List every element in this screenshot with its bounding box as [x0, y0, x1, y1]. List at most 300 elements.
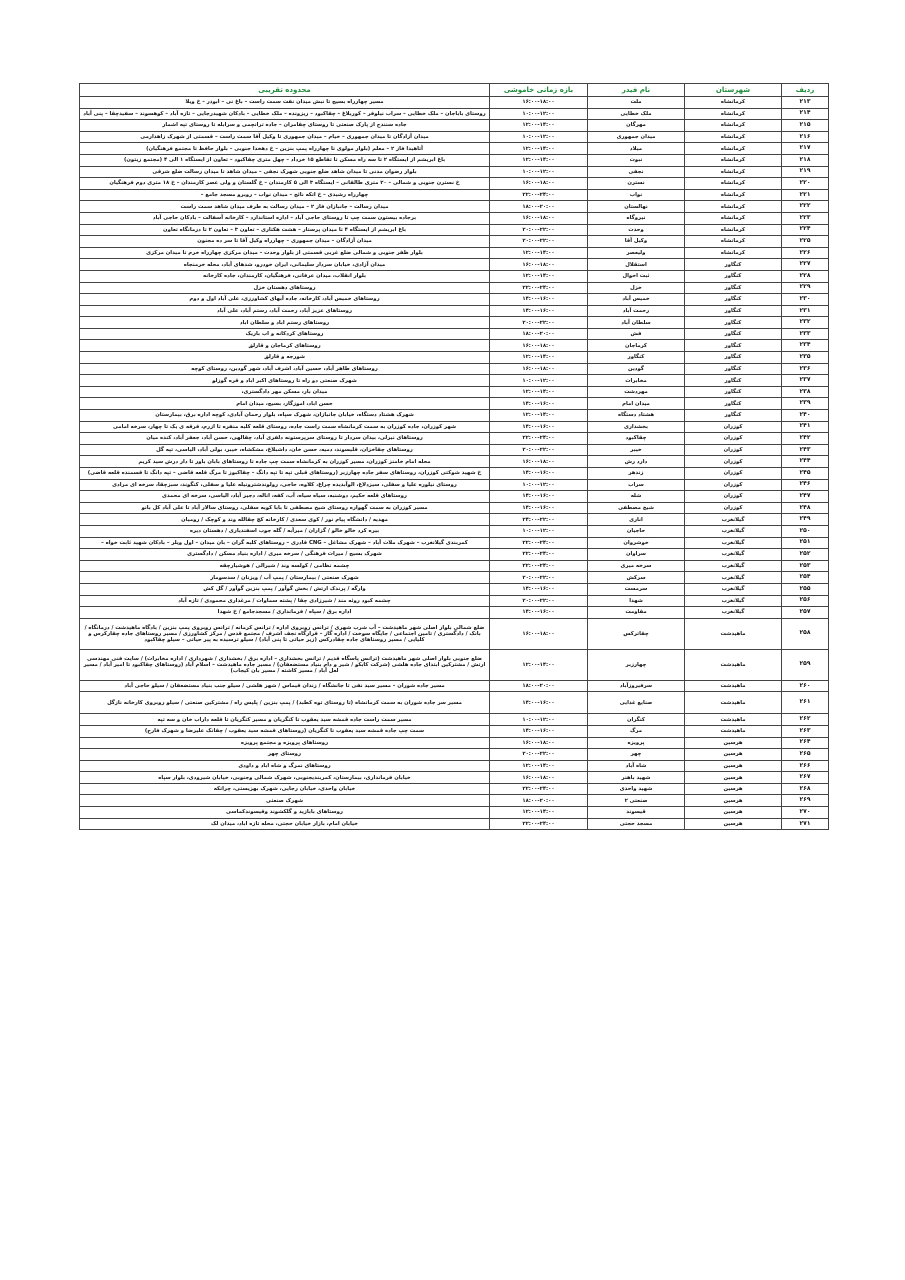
feeder-cell: نیروگاه — [588, 212, 685, 224]
row-number-cell: ۲۳۵ — [782, 352, 829, 364]
header-outage-window: بازه زمانی خاموشی — [490, 84, 588, 97]
row-number-cell: ۲۱۹ — [782, 166, 829, 178]
county-cell: گیلانغرب — [685, 595, 782, 607]
row-number-cell: ۲۴۲ — [782, 433, 829, 445]
area-cell: روستاهای نیرلی، بیدان سردار تا روستای سرپرستونه دلفری آباد، چقالهی، حسن آباد، جعفر آباد، کنده میان — [80, 433, 490, 445]
outage-window-cell: ۱۰:۰۰-۱۲:۰۰ — [490, 479, 588, 491]
feeder-cell: نجفی — [588, 166, 685, 178]
feeder-cell: چهر — [588, 749, 685, 761]
county-cell: ماهیدشت — [685, 692, 782, 714]
table-row — [80, 456, 829, 468]
row-number-cell: ۲۱۷ — [782, 143, 829, 155]
row-number-cell: ۲۶۳ — [782, 725, 829, 737]
table-row — [80, 363, 829, 375]
outage-window-cell: ۱۰:۰۰-۱۲:۰۰ — [490, 108, 588, 120]
feeder-cell: فش — [588, 328, 685, 340]
outage-window-cell: ۱۴:۰۰-۱۶:۰۰ — [490, 583, 588, 595]
row-number-cell: ۲۵۶ — [782, 595, 829, 607]
outage-window-cell: ۱۴:۰۰-۱۶:۰۰ — [490, 398, 588, 410]
area-cell: روستاهای خمیس آباد، کارخانه، جاده آبهای کشاورزی، علی آباد اول و دوم — [80, 294, 490, 306]
table-row — [80, 259, 829, 271]
outage-window-cell: ۱۶:۰۰-۱۸:۰۰ — [490, 737, 588, 749]
row-number-cell: ۲۶۸ — [782, 783, 829, 795]
table-row — [80, 807, 829, 819]
outage-window-cell: ۱۰:۰۰-۱۲:۰۰ — [490, 525, 588, 537]
outage-window-cell: ۱۶:۰۰-۱۸:۰۰ — [490, 178, 588, 190]
feeder-cell: سرکش — [588, 572, 685, 584]
area-cell: مسیر جاده شوران – مسیر سید نفی تا جانشگاه / زندان قیماس / شهر هلشی / سیلو جنب بنیاد مستضعفان / سیلو حاجی آباد — [80, 680, 490, 692]
county-cell: کرمانشاه — [685, 120, 782, 132]
table-row — [80, 479, 829, 491]
county-cell: کنگاور — [685, 328, 782, 340]
area-cell: خ شهید شوکتی کوزران، روستاهای سفر جاده چهارزبر (روستاهای قبلی تپه تا تپه دانگ – چقاکبوز تا مرگ قلعه قاضی – تپه دانگ تا قسمنده قلعه قاضی) — [80, 468, 490, 480]
feeder-cell: قیسوند — [588, 807, 685, 819]
county-cell: کنگاور — [685, 259, 782, 271]
area-cell: سمت چپ جاده قمشه سید یعقوب تا کنگریان (روستاهای قمشه سید یعقوب / چقانک علیرضا و شهرک فارج) — [80, 725, 490, 737]
county-cell: کنگاور — [685, 317, 782, 329]
outage-window-cell: ۱۸:۰۰-۲۰:۰۰ — [490, 201, 588, 213]
feeder-cell: چقاترکس — [588, 618, 685, 649]
outage-window-cell: ۱۴:۰۰-۱۶:۰۰ — [490, 305, 588, 317]
table-row — [80, 305, 829, 317]
area-cell: خیابان فرمانداری، بیمارستان، کمربندیجنوبی، شهرک شمالی وجنوبی، خیابان شیرودی، بلوار سپاه — [80, 772, 490, 784]
feeder-cell: میدان جمهوری — [588, 131, 685, 143]
area-cell: میدان آزادگان تا میدان جمهوری – خیام – میدان جمهوری تا وکیل آقا سمت راست – قسمتی از شهرک زاهدارمی — [80, 131, 490, 143]
feeder-cell: ملک خطایی — [588, 108, 685, 120]
table-row — [80, 108, 829, 120]
row-number-cell: ۲۳۸ — [782, 386, 829, 398]
feeder-cell: میلاد — [588, 143, 685, 155]
area-cell: روستاهای کردکانه و اب باریک — [80, 328, 490, 340]
area-cell: ضلع جنوبی بلوار اصلی شهر ماهیدشت (ترانس پاسگاه قدیم / ترانس بخشداری – اداره برق / بخشداری / شهرداری / اداره مخابرات) / سایت فنی مهندسی ارتش / مشترکین ابتدای جاده هلشی (شرکت کابکو / شیر و دام بنیاد مستضعفان) / مسیر جاده ماهیدشت – اسلام آباد (روستاهای چقاکبود تا امیر آباد / مسیر لعل آباد / مسیر کاشته / مسیر بان کیجاب) — [80, 649, 490, 680]
table-row — [80, 398, 829, 410]
table-row — [80, 352, 829, 364]
table-row — [80, 714, 829, 726]
outage-window-cell: ۱۲:۰۰-۱۴:۰۰ — [490, 154, 588, 166]
header-feeder: نام فیدر — [588, 84, 685, 97]
feeder-cell: سراوان — [588, 549, 685, 561]
county-cell: کوزران — [685, 502, 782, 514]
area-cell: روستای چهر — [80, 749, 490, 761]
area-cell: بلوار رضوان مدنی تا میدان شاهد ضلع جنوبی شهرک نجفی – میدان شاهد تا میدان رسالت ضلع شرقی — [80, 166, 490, 178]
row-number-cell: ۲۶۵ — [782, 749, 829, 761]
county-cell: کنگاور — [685, 340, 782, 352]
area-cell: شهرک صنعتی / بیمارستان / پمپ آب / ویزنان / سدسومار — [80, 572, 490, 584]
area-cell: روستای باباجان – ملک خطایی – سراب نیلوفر – کوربلاغ – چقاکبود – ریزونده – ملک خطایی – بادکان شهیدرجایی – تازه آباد – کوهسوند – سفیدچقا – پنی آباد — [80, 108, 490, 120]
table-row — [80, 468, 829, 480]
county-cell: کرمانشاه — [685, 143, 782, 155]
feeder-cell: ثبت احوال — [588, 270, 685, 282]
feeder-cell: کنگاور — [588, 352, 685, 364]
county-cell: گیلانغرب — [685, 537, 782, 549]
area-cell: روستاهای قلعه حکیم، دوشنبه، سیاه سیاه، آب، کفه، اناله، دجیر آباد، الیاسی، سرخه ای محمدی — [80, 491, 490, 503]
outage-window-cell: ۱۸:۰۰-۲۰:۰۰ — [490, 328, 588, 340]
county-cell: هرسین — [685, 749, 782, 761]
county-cell: هرسین — [685, 818, 782, 830]
row-number-cell: ۲۵۹ — [782, 649, 829, 680]
outage-window-cell: ۱۲:۰۰-۱۴:۰۰ — [490, 649, 588, 680]
row-number-cell: ۲۴۶ — [782, 479, 829, 491]
table-row — [80, 818, 829, 830]
table-row — [80, 583, 829, 595]
row-number-cell: ۲۶۶ — [782, 760, 829, 772]
county-cell: گیلانغرب — [685, 525, 782, 537]
county-cell: کنگاور — [685, 386, 782, 398]
row-number-cell: ۲۱۵ — [782, 120, 829, 132]
county-cell: گیلانغرب — [685, 572, 782, 584]
table-row — [80, 572, 829, 584]
feeder-cell: دارد رش — [588, 456, 685, 468]
feeder-cell: میدان امام — [588, 398, 685, 410]
outage-window-cell: ۱۶:۰۰-۱۸:۰۰ — [490, 259, 588, 271]
area-cell: وارگه / پرندک ارتش / بخش گوآور / پمپ بنزین گوآور / گل کش — [80, 583, 490, 595]
feeder-cell: مرگ — [588, 725, 685, 737]
row-number-cell: ۲۴۵ — [782, 468, 829, 480]
feeder-cell: کرماجان — [588, 340, 685, 352]
row-number-cell: ۲۴۴ — [782, 456, 829, 468]
feeder-cell: صنعتی ۲ — [588, 795, 685, 807]
county-cell: کنگاور — [685, 305, 782, 317]
county-cell: کرمانشاه — [685, 224, 782, 236]
table-header-row — [80, 84, 829, 97]
feeder-cell: شهید باهنر — [588, 772, 685, 784]
header-county: شهرستان — [685, 84, 782, 97]
county-cell: ماهیدشت — [685, 714, 782, 726]
county-cell: ماهیدشت — [685, 680, 782, 692]
outage-window-cell: ۱۶:۰۰-۱۸:۰۰ — [490, 340, 588, 352]
header-row-number: ردیف — [782, 84, 829, 97]
county-cell: کنگاور — [685, 398, 782, 410]
area-cell: میدان رسالت – جانبازان فاز ۲ – میدان رسالت به طرف میدان شاهد سمت راست — [80, 201, 490, 213]
outage-window-cell: ۲۲:۰۰-۲۴:۰۰ — [490, 783, 588, 795]
outage-window-cell: ۲۰:۰۰-۲۲:۰۰ — [490, 224, 588, 236]
area-cell: شورجه و قارلق — [80, 352, 490, 364]
outage-window-cell: ۱۰:۰۰-۱۲:۰۰ — [490, 375, 588, 387]
outage-window-cell: ۲۲:۰۰-۲۴:۰۰ — [490, 537, 588, 549]
county-cell: کوزران — [685, 421, 782, 433]
area-cell: مهدیه / دانشگاه پیام نور / کوی سعدی / کارخانه کچ چقالله وند و کوچک / رومیان — [80, 514, 490, 526]
area-cell: روستای نیلوره علیا و سفلی، سیزدلاغ، الوآبدیده چراغ، کلاوه، حاجی، رولوندشترونیله علیا و سفلی، کنگوند، سبزچقا، سرخه ای مرادی — [80, 479, 490, 491]
county-cell: کرمانشاه — [685, 154, 782, 166]
row-number-cell: ۲۶۰ — [782, 680, 829, 692]
row-number-cell: ۲۲۸ — [782, 270, 829, 282]
table-row — [80, 737, 829, 749]
table-row — [80, 421, 829, 433]
row-number-cell: ۲۴۸ — [782, 502, 829, 514]
area-cell: شهرک صنعتی — [80, 795, 490, 807]
outage-window-cell: ۱۶:۰۰-۱۸:۰۰ — [490, 97, 588, 109]
area-cell: آتاهیدا فاز ۲ – معلم (بلوار مولوی تا چهارراه پمپ بنزین – خ دهخدا جنوبی – بلوار حافظ تا مجتمع فرهنگیان) — [80, 143, 490, 155]
outage-window-cell: ۲۲:۰۰-۲۴:۰۰ — [490, 549, 588, 561]
area-cell: مسیر سمت راست جاده قمشه سید یعقوب تا کنگریان و مسیر کنگریان تا قلعه داراب خان و سه تپه — [80, 714, 490, 726]
feeder-cell: خزل — [588, 282, 685, 294]
row-number-cell: ۲۲۶ — [782, 247, 829, 259]
area-cell: مسیر کوزران به سمت گهواره روستای شیخ مصطفی تا بابا کوبه سفلی، روستای سالار آباد تا علی آباد کل بانو — [80, 502, 490, 514]
county-cell: کرمانشاه — [685, 166, 782, 178]
county-cell: گیلانغرب — [685, 583, 782, 595]
table-row — [80, 340, 829, 352]
table-row — [80, 783, 829, 795]
row-number-cell: ۲۵۸ — [782, 618, 829, 649]
outage-window-cell: ۱۲:۰۰-۱۴:۰۰ — [490, 386, 588, 398]
outage-window-cell: ۱۲:۰۰-۱۴:۰۰ — [490, 352, 588, 364]
feeder-cell: شاه آباد — [588, 760, 685, 772]
table-row — [80, 236, 829, 248]
outage-window-cell: ۱۴:۰۰-۱۶:۰۰ — [490, 607, 588, 619]
area-cell: برجاده بیستون سمت چپ تا روستای حاجی آباد – اداره استاندارد – کارخانه آسفالت – بادکان حاجی آباد — [80, 212, 490, 224]
row-number-cell: ۲۳۷ — [782, 375, 829, 387]
feeder-cell: رحمت آباد — [588, 305, 685, 317]
table-row — [80, 795, 829, 807]
feeder-cell: شیخ مصطفی — [588, 502, 685, 514]
feeder-cell: شهید واحدی — [588, 783, 685, 795]
county-cell: کوزران — [685, 491, 782, 503]
county-cell: کوزران — [685, 444, 782, 456]
area-cell: مسیر چهارراه بسیج تا نبش میدان نفت سمت راست – باغ نی – ابوذر – خ ویلا — [80, 97, 490, 109]
feeder-cell: وحدت — [588, 224, 685, 236]
row-number-cell: ۲۵۷ — [782, 607, 829, 619]
feeder-cell: شهدا — [588, 595, 685, 607]
feeder-cell: هشتاد دستگاه — [588, 410, 685, 422]
feeder-cell: گودین — [588, 363, 685, 375]
table-row — [80, 607, 829, 619]
county-cell: هرسین — [685, 783, 782, 795]
table-row — [80, 502, 829, 514]
outage-window-cell: ۱۶:۰۰-۱۸:۰۰ — [490, 772, 588, 784]
row-number-cell: ۲۱۴ — [782, 108, 829, 120]
county-cell: کنگاور — [685, 270, 782, 282]
table-row — [80, 433, 829, 445]
table-row — [80, 154, 829, 166]
outage-window-cell: ۱۰:۰۰-۱۲:۰۰ — [490, 714, 588, 726]
feeder-cell: خوشروان — [588, 537, 685, 549]
area-cell: روستاهای چقاخزان، قلیسوند، دمیه، حسن خان، داشبلاغ، مشکشاه، خیبر، بولی آباد، الیاسی، تپه گل — [80, 444, 490, 456]
feeder-cell: استقلال — [588, 259, 685, 271]
row-number-cell: ۲۴۳ — [782, 444, 829, 456]
table-row — [80, 120, 829, 132]
table-row — [80, 212, 829, 224]
row-number-cell: ۲۶۴ — [782, 737, 829, 749]
feeder-cell: سلطان آباد — [588, 317, 685, 329]
feeder-cell: سرفیروزآباد — [588, 680, 685, 692]
table-row — [80, 386, 829, 398]
county-cell: کنگاور — [685, 282, 782, 294]
table-row — [80, 143, 829, 155]
area-cell: میدان آزادگان – میدان جمهوری – چهارراه وکیل آقا تا سر ده مجنون — [80, 236, 490, 248]
table-row — [80, 491, 829, 503]
county-cell: کنگاور — [685, 294, 782, 306]
feeder-cell: نهالستان — [588, 201, 685, 213]
row-number-cell: ۲۶۹ — [782, 795, 829, 807]
county-cell: کنگاور — [685, 352, 782, 364]
table-row — [80, 224, 829, 236]
row-number-cell: ۲۵۲ — [782, 549, 829, 561]
table-row — [80, 772, 829, 784]
row-number-cell: ۲۷۱ — [782, 818, 829, 830]
outage-window-cell: ۲۴:۰۰-۲۲:۰۰ — [490, 514, 588, 526]
row-number-cell: ۲۶۲ — [782, 714, 829, 726]
county-cell: ماهیدشت — [685, 649, 782, 680]
table-row — [80, 760, 829, 772]
outage-window-cell: ۱۶:۰۰-۱۸:۰۰ — [490, 363, 588, 375]
row-number-cell: ۲۳۳ — [782, 328, 829, 340]
feeder-cell: چهارزبر — [588, 649, 685, 680]
table-row — [80, 525, 829, 537]
feeder-cell: بخشداری — [588, 421, 685, 433]
county-cell: کرمانشاه — [685, 108, 782, 120]
county-cell: گیلانغرب — [685, 560, 782, 572]
feeder-cell: چقاکبود — [588, 433, 685, 445]
outage-window-cell: ۱۲:۰۰-۱۴:۰۰ — [490, 760, 588, 772]
area-cell: شهرک هشتاد دستگاه، خیابان جانبازان، شهرک سپاه، بلوار رحمان آبادی، کوچه اداره برق، بیمارستان — [80, 410, 490, 422]
outage-window-cell: ۱۲:۰۰-۱۴:۰۰ — [490, 120, 588, 132]
row-number-cell: ۲۱۶ — [782, 131, 829, 143]
outage-window-cell: ۲۲:۰۰-۲۴:۰۰ — [490, 282, 588, 294]
feeder-cell: کنگران — [588, 714, 685, 726]
outage-window-cell: ۱۸:۰۰-۲۰:۰۰ — [490, 680, 588, 692]
area-cell: بلوار انقلاب، میدان عرفانی، فرهنگیان، کارمندان، جاده کارخانه — [80, 270, 490, 282]
table-row — [80, 514, 829, 526]
outage-window-cell: ۱۶:۰۰-۱۸:۰۰ — [490, 456, 588, 468]
table-row — [80, 649, 829, 680]
area-cell: خ نسترن جنوبی و شمالی – ۲۰ متری طالقانی – ایستگاه ۳ الی ۵ کارمندان – خ گلستان و ولی عصر کارمندان – خ ۱۸ متری دوم فرهنگیان — [80, 178, 490, 190]
feeder-cell: نسترن — [588, 178, 685, 190]
feeder-cell: مسجد حجتی — [588, 818, 685, 830]
area-cell: حسن اباد، اموزگار، بسیج، میدان امام — [80, 398, 490, 410]
table-row — [80, 317, 829, 329]
county-cell: هرسین — [685, 760, 782, 772]
outage-window-cell: ۲۲:۰۰-۲۴:۰۰ — [490, 818, 588, 830]
county-cell: کوزران — [685, 468, 782, 480]
county-cell: ماهیدشت — [685, 725, 782, 737]
county-cell: کرمانشاه — [685, 236, 782, 248]
county-cell: کرمانشاه — [685, 247, 782, 259]
county-cell: کرمانشاه — [685, 131, 782, 143]
county-cell: کرمانشاه — [685, 212, 782, 224]
outage-window-cell: ۱۶:۰۰-۱۸:۰۰ — [490, 212, 588, 224]
feeder-cell: نبوت — [588, 154, 685, 166]
outage-window-cell: ۲۲:۰۰-۲۴:۰۰ — [490, 433, 588, 445]
county-cell: کوزران — [685, 456, 782, 468]
area-cell: چهارراه رشیدی – خ اتکه نائج – میدان نواب – روبرو مسجد جامع – — [80, 189, 490, 201]
row-number-cell: ۲۲۵ — [782, 236, 829, 248]
table-row — [80, 444, 829, 456]
county-cell: کنگاور — [685, 375, 782, 387]
header-area: محدوده تقریبی — [80, 84, 490, 97]
county-cell: گیلانغرب — [685, 514, 782, 526]
area-cell: اداره برق / سپاه / فرمانداری / مسجدجامع / خ شهدا — [80, 607, 490, 619]
feeder-cell: وکیل آقا — [588, 236, 685, 248]
feeder-cell: سرخه میری — [588, 560, 685, 572]
row-number-cell: ۲۲۰ — [782, 178, 829, 190]
county-cell: کرمانشاه — [685, 201, 782, 213]
area-cell: روستاهای طاهر آباد، حسین آباد، اشرف آباد، شهر گودین، روستای کوچه — [80, 363, 490, 375]
outage-window-cell: ۱۴:۰۰-۱۶:۰۰ — [490, 725, 588, 737]
area-cell: جاده سنندج از پارک صنعتی تا روستای چقامران – جاده ترانچمی و سرابله تا روستای تپه اشمار — [80, 120, 490, 132]
table-row — [80, 328, 829, 340]
area-cell: ضلع شمالی بلوار اصلی شهر ماهیدشت – آب شرب شهری / ترانس روبروی اداره / ترانس کرمانه / ترانس روبروی پمپ بنزین / بادگاه ماهیدشت / درمانگاه / بانک / دادگستری / تامین اجتماعی / جایگاه سوخت / اداره گاز – قرارگاه نجف اشرف / مجتمع قدس / مرکز کشاورزی / مسیر روستاهای جاده چقارکرس و کلیایی / مسیر روستاهای جاده چقادرکس (زیر حیاتی تا پنی آباد) / سیلو ترسیده به پیر حیاتی – سیلو چقاکبود — [80, 618, 490, 649]
outage-window-cell: ۱۴:۰۰-۱۶:۰۰ — [490, 421, 588, 433]
area-cell: میدان بار، مسکن مهر دادگستری، — [80, 386, 490, 398]
outage-window-cell: ۱۴:۰۰-۱۶:۰۰ — [490, 468, 588, 480]
feeder-cell: خیبر — [588, 444, 685, 456]
area-cell: محله امام خامنز کوزران، مسیر کوزران به کرمانشاه سمت چپ جاده تا روستاهای بابان باور تا دار درش سید کریم — [80, 456, 490, 468]
outage-window-cell: ۱۴:۰۰-۱۶:۰۰ — [490, 491, 588, 503]
area-cell: روستاهای پرویزه و مجتمع پرویزه — [80, 737, 490, 749]
county-cell: کنگاور — [685, 410, 782, 422]
table-row — [80, 375, 829, 387]
area-cell: بیره کرد خالو خالو / گزاران / میرآبه / گله جوب اسفندیاری / دهستان دیره — [80, 525, 490, 537]
outage-window-cell: ۲۰:۰۰-۲۲:۰۰ — [490, 572, 588, 584]
area-cell: روستاهای نمرگ و شاه اباد و داودی — [80, 760, 490, 772]
row-number-cell: ۲۱۸ — [782, 154, 829, 166]
outage-window-cell: ۲۰:۰۰-۲۲:۰۰ — [490, 236, 588, 248]
outage-window-cell: ۱۲:۰۰-۱۴:۰۰ — [490, 270, 588, 282]
table-row — [80, 178, 829, 190]
outage-window-cell: ۱۸:۰۰-۲۰:۰۰ — [490, 795, 588, 807]
outage-window-cell: ۲۲:۰۰-۲۴:۰۰ — [490, 189, 588, 201]
table-row — [80, 282, 829, 294]
row-number-cell: ۲۲۳ — [782, 212, 829, 224]
table-row — [80, 166, 829, 178]
outage-window-cell: ۱۲:۰۰-۱۴:۰۰ — [490, 143, 588, 155]
row-number-cell: ۲۵۱ — [782, 537, 829, 549]
county-cell: کنگاور — [685, 363, 782, 375]
area-cell: کمربندی گیلانغرب – شهرک ملات آباد – شهرک مشاغل – CNG قادری – روستاهای کلبه گران – بان میدان – اول ویلر – بادکان شهید ثابت خواه – — [80, 537, 490, 549]
outage-window-cell: ۱۶:۰۰-۱۸:۰۰ — [490, 618, 588, 649]
outage-window-cell: ۱۴:۰۰-۱۶:۰۰ — [490, 502, 588, 514]
area-cell: شهرک بسیج / میراث فرهنگی / سرخه میری / اداره بنیاد مسکن / دادگستری — [80, 549, 490, 561]
row-number-cell: ۲۴۷ — [782, 491, 829, 503]
area-cell: چشمه کبود روئه مند / شیرزادی چقا / پشته سماوات / مرغداری محمودی / تازه آباد — [80, 595, 490, 607]
area-cell: روستاهای دهستان خزل — [80, 282, 490, 294]
area-cell: روستاهای رستم اباد و سلطان اباد — [80, 317, 490, 329]
outage-window-cell: ۱۰:۰۰-۱۲:۰۰ — [490, 131, 588, 143]
row-number-cell: ۲۲۹ — [782, 282, 829, 294]
row-number-cell: ۲۳۹ — [782, 398, 829, 410]
outage-table — [79, 83, 829, 830]
row-number-cell: ۲۶۱ — [782, 692, 829, 714]
outage-window-cell: ۱۰:۰۰-۱۲:۰۰ — [490, 166, 588, 178]
county-cell: هرسین — [685, 795, 782, 807]
feeder-cell: مهرگان — [588, 120, 685, 132]
table-row — [80, 270, 829, 282]
county-cell: کوزران — [685, 433, 782, 445]
area-cell: بلوار ظفر جنوبی و شمالی ضلع غربی قسمتی از بلوار وحدت – میدان مرکزی چهارراه خرم تا میدان مرکزی — [80, 247, 490, 259]
table-row — [80, 618, 829, 649]
row-number-cell: ۲۳۱ — [782, 305, 829, 317]
table-row — [80, 560, 829, 572]
row-number-cell: ۲۳۴ — [782, 340, 829, 352]
feeder-cell: اناری — [588, 514, 685, 526]
feeder-cell: حاجیان — [588, 525, 685, 537]
row-number-cell: ۲۶۷ — [782, 772, 829, 784]
table-row — [80, 131, 829, 143]
feeder-cell: ولیعصر — [588, 247, 685, 259]
area-cell: باغ ابریشم از ایستگاه ۴ تا میدان پرستار – هشت هکتاری – تعاون ۳ – تعاون ۲ تا درمانگاه تعاون — [80, 224, 490, 236]
outage-window-cell: ۲۰:۰۰-۲۲:۰۰ — [490, 595, 588, 607]
table-row — [80, 201, 829, 213]
row-number-cell: ۲۲۷ — [782, 259, 829, 271]
row-number-cell: ۲۵۰ — [782, 525, 829, 537]
outage-window-cell: ۲۲:۰۰-۲۴:۰۰ — [490, 560, 588, 572]
feeder-cell: مقاومت — [588, 607, 685, 619]
area-cell: میدان آزادی، خیابان سردار سلیمانی، ایران خودرو، شدهای آباد، محله خرمنجاه — [80, 259, 490, 271]
table-row — [80, 595, 829, 607]
row-number-cell: ۲۴۹ — [782, 514, 829, 526]
table-row — [80, 537, 829, 549]
county-cell: هرسین — [685, 737, 782, 749]
